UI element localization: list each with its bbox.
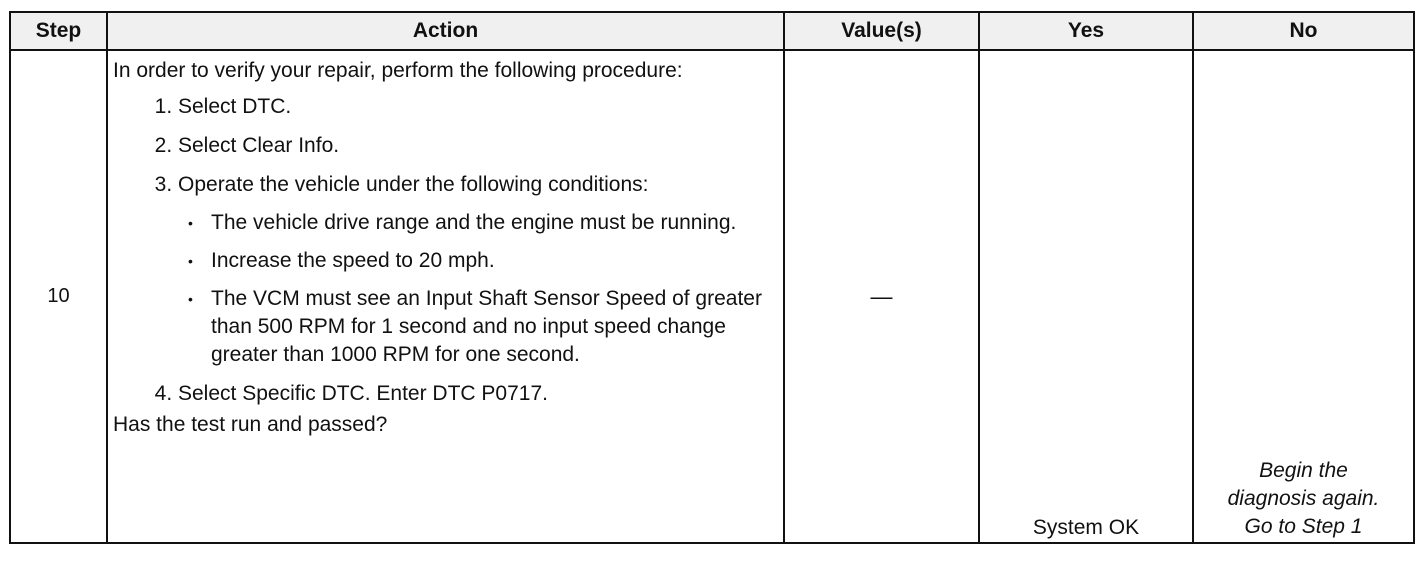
condition-item: • The VCM must see an Input Shaft Sensor Speed of greater than 500 RPM for 1 second and no input speed change greater than 1000 RPM for one second. <box>178 285 777 369</box>
step-number: 10 <box>10 50 107 543</box>
procedure-list <box>113 93 777 408</box>
header-step: Step <box>10 12 107 50</box>
condition-item: • The vehicle drive range and the engine must be running. <box>178 209 777 237</box>
header-row <box>10 12 1414 50</box>
action-intro: In order to verify your repair, perform the following procedure: <box>113 59 683 82</box>
action-question: Has the test run and passed? <box>113 413 388 436</box>
procedure-step: 4. Select Specific DTC. Enter DTC P0717. <box>178 380 777 408</box>
header-action: Action <box>107 12 784 50</box>
conditions-list <box>178 209 777 369</box>
header-values: Value(s) <box>784 12 979 50</box>
no-line: Begin the <box>1259 459 1348 482</box>
action-cell <box>107 50 784 543</box>
table-row <box>10 50 1414 543</box>
no-cell <box>1193 50 1414 543</box>
diagnostic-table <box>9 11 1415 544</box>
procedure-step-text: Operate the vehicle under the following conditions: <box>178 173 649 196</box>
yes-cell: System OK <box>979 50 1193 543</box>
no-line: diagnosis again. <box>1227 487 1380 510</box>
procedure-step <box>178 171 777 369</box>
value-cell: — <box>784 50 979 543</box>
condition-item: • Increase the speed to 20 mph. <box>178 247 777 275</box>
no-line: Go to Step 1 <box>1244 515 1363 538</box>
header-yes: Yes <box>979 12 1193 50</box>
header-no: No <box>1193 12 1414 50</box>
procedure-step: 1. Select DTC. <box>178 93 777 121</box>
procedure-step: 2. Select Clear Info. <box>178 132 777 160</box>
